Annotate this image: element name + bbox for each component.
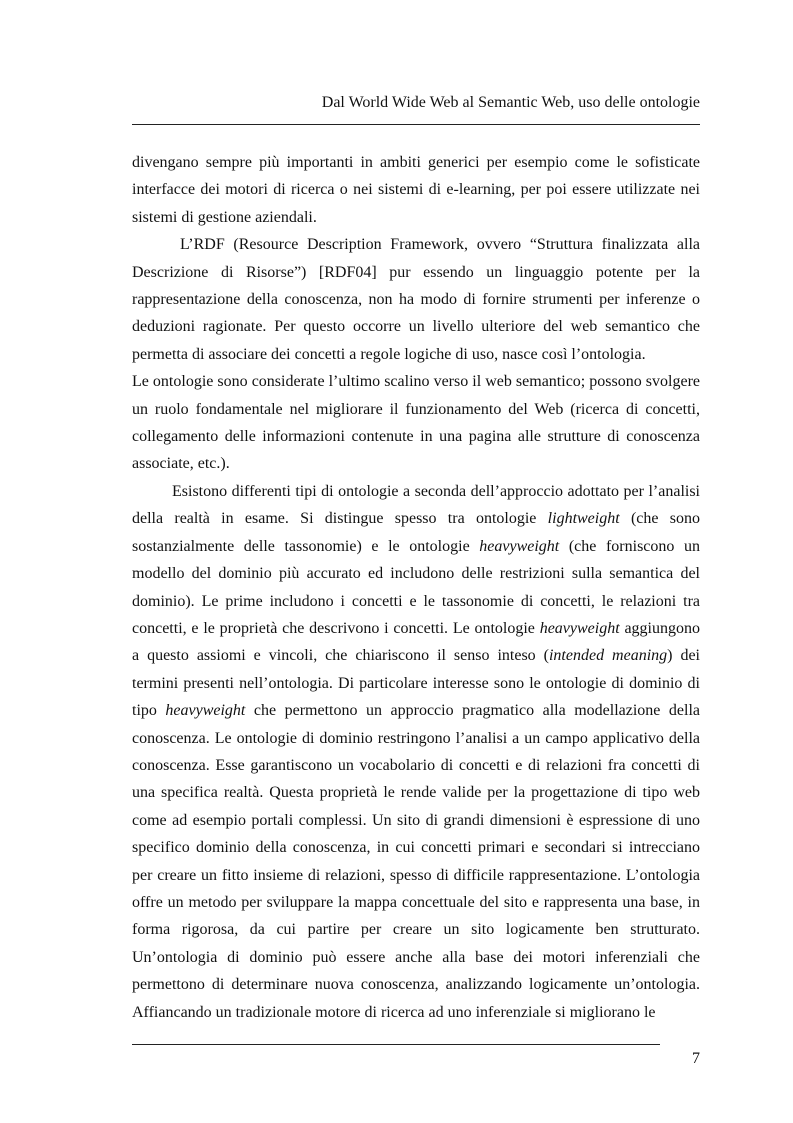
text-segment: ) dei termini presenti nell’ontologia. Di particolare interesse sono le ontologie di dominio di tipo (132, 647, 701, 720)
term-heavyweight: heavyweight (479, 537, 560, 555)
body-text (132, 149, 700, 1026)
term-intended-meaning: intended meaning (548, 647, 668, 665)
term-heavyweight: heavyweight (539, 619, 620, 637)
paragraph-ontology-types (132, 478, 700, 1026)
text-segment: (che forniscono un modello del dominio più accurato ed includono delle restrizioni sulla semantica del dominio). Le prime includono i concetti e le tassonomie di concetti, le relazioni tra concetti, e le proprietà che descrivono i concetti. Le ontologie (132, 537, 701, 637)
term-lightweight: lightweight (547, 510, 620, 528)
paragraph-ontologies-role: Le ontologie sono considerate l’ultimo scalino verso il web semantico; possono svolgere un ruolo fondamentale nel migliorare il funzionamento del Web (ricerca di concetti, collegamento delle informazioni contenute in una pagina alle strutture di conoscenza associate, etc.). (132, 373, 700, 473)
text-segment: aggiungono a questo assiomi e vincoli, che chiariscono il senso inteso ( (132, 619, 701, 665)
term-heavyweight: heavyweight (165, 702, 246, 720)
text-segment: che permettono un approccio pragmatico alla modellazione della conoscenza. Le ontologie di dominio restringono l’analisi a un campo applicativo della conoscenza. Esse garantiscono un vocabolario di concetti e di relazioni fra concetti di una specifica realtà. Questa proprietà le rende valide per la progettazione di tipo web come ad esempio portali complessi. Un sito di grandi dimensioni è espressione di uno specifico dominio della conoscenza, in cui concetti primari e secondari si intrecciano per creare un fitto insieme di relazioni, spesso di difficile rappresentazione. L’ontologia offre un metodo per sviluppare la mappa concettuale del sito e rappresenta una base, in forma rigorosa, da cui partire per creare un sito logicamente ben strutturato. Un’ontologia di dominio può essere anche alla base dei motori inferenziali che permettono di determinare nuova conoscenza, analizzando logicamente un’ontologia. Affiancando un tradizionale motore di ricerca ad uno inferenziale si migliorano le (132, 702, 700, 1021)
paragraph-continuation: divengano sempre più importanti in ambiti generici per esempio come le sofisticate interfacce dei motori di ricerca o nei sistemi di e-learning, per poi essere utilizzate nei sistemi di gestione aziendali. (132, 154, 700, 226)
header-divider (132, 124, 700, 125)
footer-divider (132, 1044, 660, 1045)
running-header: Dal World Wide Web al Semantic Web, uso delle ontologie (321, 94, 700, 111)
text-segment: (che sono sostanzialmente delle tassonomie) e le ontologie (132, 510, 700, 555)
text-segment: Esistono differenti tipi di ontologie a seconda dell’approccio adottato per l’analisi della realtà in esame. Si distingue spesso tra ontologie (132, 482, 700, 528)
page-number: 7 (692, 1050, 700, 1067)
paragraph-rdf: L’RDF (Resource Description Framework, ovvero “Struttura finalizzata alla Descrizione di Risorse”) [RDF04] pur essendo un linguaggio potente per la rappresentazione della conoscenza, non ha modo di fornire strumenti per inferenze o deduzioni ragionate. Per questo occorre un livello ulteriore del web semantico che permetta di associare dei concetti a regole logiche di uso, nasce così l’ontologia. (132, 236, 700, 363)
